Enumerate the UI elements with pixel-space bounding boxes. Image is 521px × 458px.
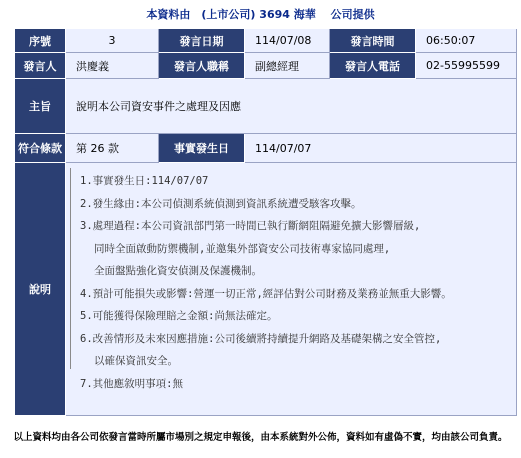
- description-line: 同時全面啟動防禦機制,並邀集外部資安公司技術專家協同處理,: [94, 242, 391, 255]
- description-line: 1.事實發生日:114/07/07: [80, 175, 209, 187]
- label-speaker-phone: 發言人電話: [330, 53, 416, 79]
- description-line: 2.發生緣由:本公司偵測系統偵測到資訊系統遭受駭客攻擊。: [80, 197, 362, 210]
- label-speaker-title: 發言人職稱: [159, 53, 245, 79]
- description-line: 以確保資訊安全。: [94, 355, 178, 367]
- description-line: 5.可能獲得保險理賠之金額:尚無法確定。: [80, 310, 278, 322]
- value-announce-date: 114/07/08: [245, 29, 330, 53]
- label-subject: 主旨: [15, 79, 66, 134]
- value-announce-time: 06:50:07: [416, 29, 517, 53]
- row-description: [15, 163, 517, 416]
- description-list: [80, 170, 514, 395]
- value-seq: 3: [66, 29, 159, 53]
- description-line: 全面盤點強化資安偵測及保護機制。: [94, 265, 262, 277]
- value-speaker-title: 副總經理: [245, 53, 330, 79]
- row-subject: [15, 79, 517, 134]
- label-seq: 序號: [15, 29, 66, 53]
- value-speaker: 洪慶義: [66, 53, 159, 79]
- description-line: 4.預計可能損失或影響:營運一切正常,經評估對公司財務及業務並無重大影響。: [80, 287, 452, 300]
- value-fact-date: 114/07/07: [245, 134, 517, 163]
- announcement-table: [15, 29, 517, 416]
- value-subject: 說明本公司資安事件之處理及因應: [66, 79, 517, 134]
- value-clause: 第 26 款: [66, 134, 159, 163]
- row-speaker: [15, 53, 517, 79]
- description-line: 3.處理過程:本公司資訊部門第一時間已執行斷網阻隔避免擴大影響層級,: [80, 220, 421, 232]
- label-description: 說明: [15, 163, 66, 416]
- label-announce-date: 發言日期: [159, 29, 245, 53]
- description-left-rule: [70, 168, 71, 369]
- label-speaker: 發言人: [15, 53, 66, 79]
- disclaimer-footer: 以上資料均由各公司依發言當時所屬市場別之規定申報後，由本系統對外公佈，資料如有虛偽不實，均由該公司負責。: [13, 432, 508, 443]
- description-line: 7.其他應敘明事項:無: [80, 377, 183, 390]
- label-fact-date: 事實發生日: [159, 134, 245, 163]
- label-announce-time: 發言時間: [330, 29, 416, 53]
- value-speaker-phone: 02-55995599: [416, 53, 517, 79]
- description-box: [66, 163, 517, 416]
- page-title: 本資料由 (上市公司) 3694 海華 公司提供: [146, 8, 375, 21]
- label-clause: 符合條款: [15, 134, 66, 163]
- description-line: 6.改善情形及未來因應措施:公司後續將持續提升網路及基礎架構之安全管控,: [80, 332, 442, 345]
- row-clause-fact-date: [15, 134, 517, 163]
- row-seq-date-time: [15, 29, 517, 53]
